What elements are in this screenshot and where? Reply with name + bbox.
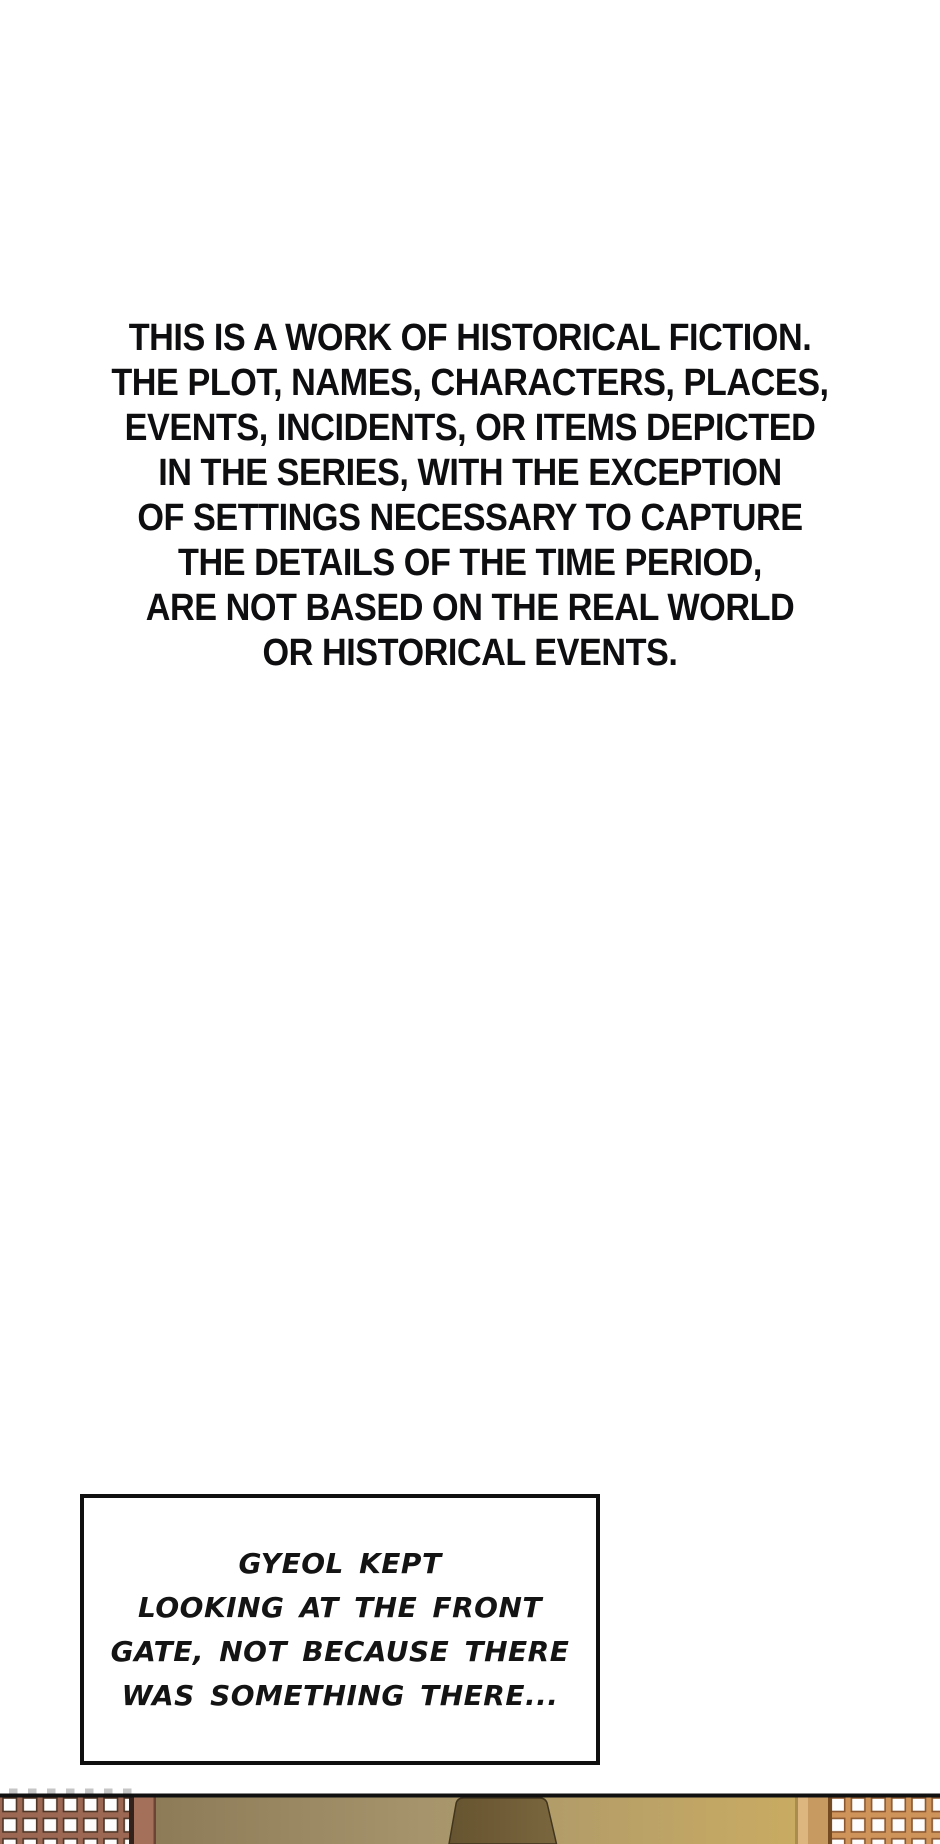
panel-border-line — [0, 1794, 940, 1798]
disclaimer-line: THE DETAILS OF THE TIME PERIOD, — [178, 542, 762, 584]
door-frame-shadow — [129, 1798, 134, 1844]
disclaimer-text-block — [0, 316, 940, 676]
disclaimer-line: OR HISTORICAL EVENTS. — [262, 632, 678, 674]
caption-line: GYEOL KEPT — [238, 1546, 442, 1580]
right-lattice-door — [832, 1798, 940, 1844]
narration-caption-box — [80, 1494, 600, 1765]
left-pillar — [134, 1798, 155, 1844]
left-pillar-edge — [154, 1798, 157, 1844]
caption-line: LOOKING AT THE FRONT — [138, 1590, 542, 1624]
right-pillar — [808, 1798, 828, 1844]
illustration-panel — [0, 1788, 940, 1844]
left-lattice-door — [0, 1798, 129, 1844]
right-pillar-highlight — [798, 1798, 808, 1844]
disclaimer-line: EVENTS, INCIDENTS, OR ITEMS DEPICTED — [124, 407, 816, 449]
lattice-top-stubs — [9, 1789, 132, 1794]
caption-line: WAS SOMETHING THERE... — [121, 1678, 559, 1712]
disclaimer-line: THE PLOT, NAMES, CHARACTERS, PLACES, — [111, 362, 829, 404]
disclaimer-line: IN THE SERIES, WITH THE EXCEPTION — [158, 452, 782, 494]
disclaimer-line: ARE NOT BASED ON THE REAL WORLD — [145, 587, 795, 629]
disclaimer-line: THIS IS A WORK OF HISTORICAL FICTION. — [128, 317, 812, 359]
disclaimer-line: OF SETTINGS NECESSARY TO CAPTURE — [137, 497, 803, 539]
wall-edge-line — [795, 1798, 798, 1844]
courtyard-scene — [0, 1788, 940, 1844]
caption-line: GATE, NOT BECAUSE THERE — [110, 1634, 570, 1668]
wall-beam — [449, 1798, 557, 1844]
right-pillar-edge — [828, 1798, 832, 1844]
